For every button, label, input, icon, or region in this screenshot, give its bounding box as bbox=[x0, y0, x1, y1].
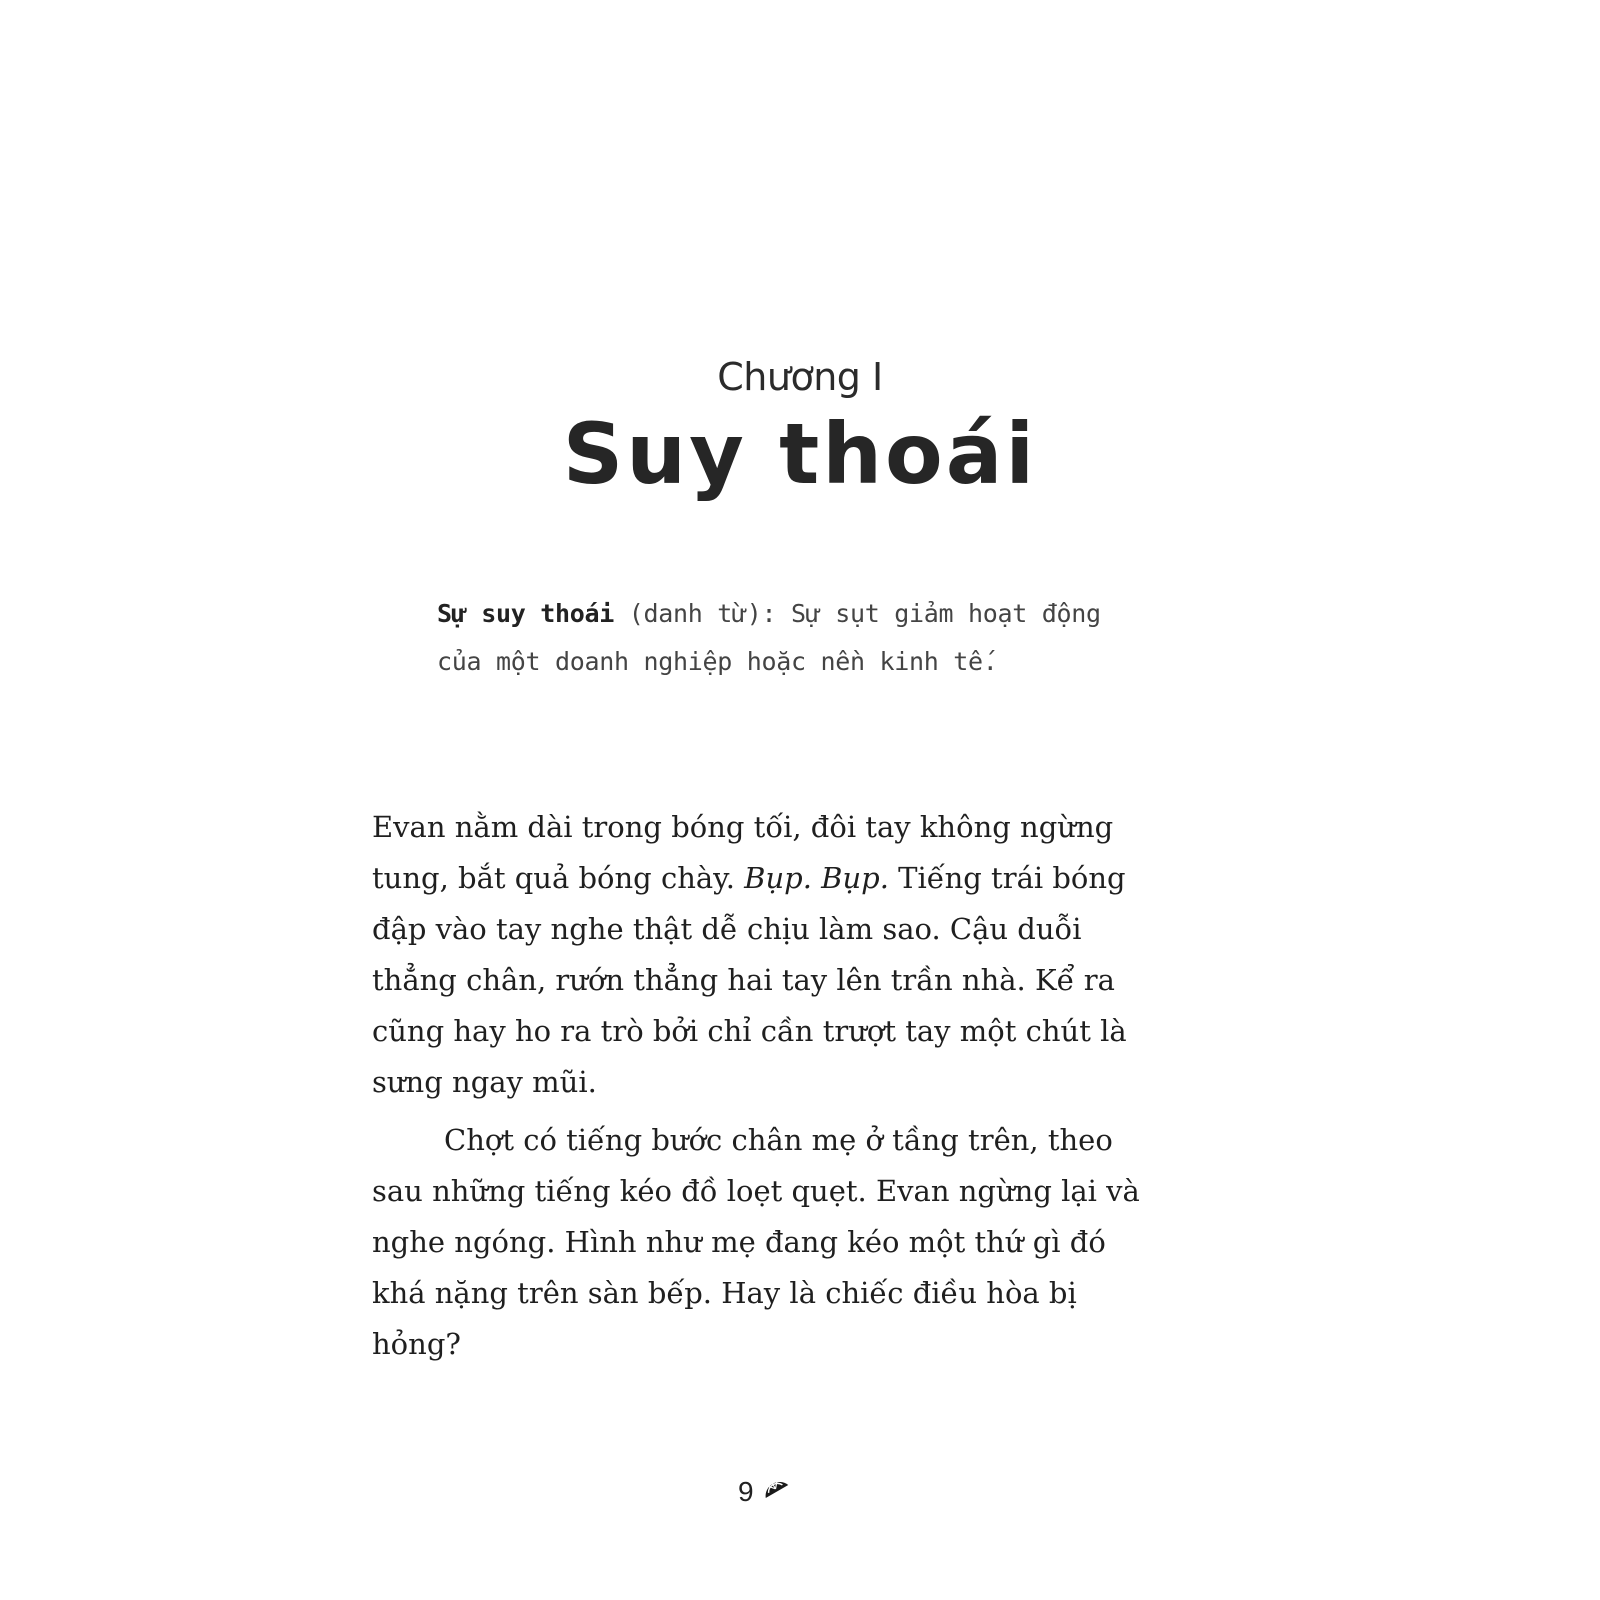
lemon-slice-icon bbox=[758, 1466, 792, 1500]
paragraph-1 bbox=[372, 802, 1162, 1108]
chapter-label: Chương I bbox=[717, 355, 883, 399]
paragraph-1-italic: Bụp. Bụp. bbox=[744, 861, 889, 895]
definition-text: (danh từ): Sự sụt giảm hoạt động của một doanh nghiệp hoặc nền kinh tế. bbox=[437, 599, 1101, 676]
page-number: 9 bbox=[738, 1476, 754, 1507]
definition-box bbox=[437, 590, 1137, 686]
definition-term: Sự suy thoái bbox=[437, 599, 615, 628]
body-text bbox=[372, 802, 1162, 1370]
chapter-title: Suy thoái bbox=[562, 405, 1038, 503]
page-footer bbox=[738, 1472, 792, 1512]
paragraph-2: Chợt có tiếng bước chân mẹ ở tầng trên, theo sau những tiếng kéo đồ loẹt quẹt. Evan ngừng lại và nghe ngóng. Hình như mẹ đang kéo một thứ gì đó khá nặng trên sàn bếp. Hay là chiếc điều hòa bị hỏng? bbox=[372, 1123, 1140, 1361]
paragraph-1-end: Tiếng trái bóng đập vào tay nghe thật dễ chịu làm sao. Cậu duỗi thẳng chân, rướn thẳng hai tay lên trần nhà. Kể ra cũng hay ho ra trò bởi chỉ cần trượt tay một chút là sưng ngay mũi. bbox=[372, 861, 1127, 1099]
paragraph-1-start: Evan nằm dài trong bóng tối, đôi tay không ngừng tung, bắt quả bóng chày. bbox=[372, 810, 1114, 895]
